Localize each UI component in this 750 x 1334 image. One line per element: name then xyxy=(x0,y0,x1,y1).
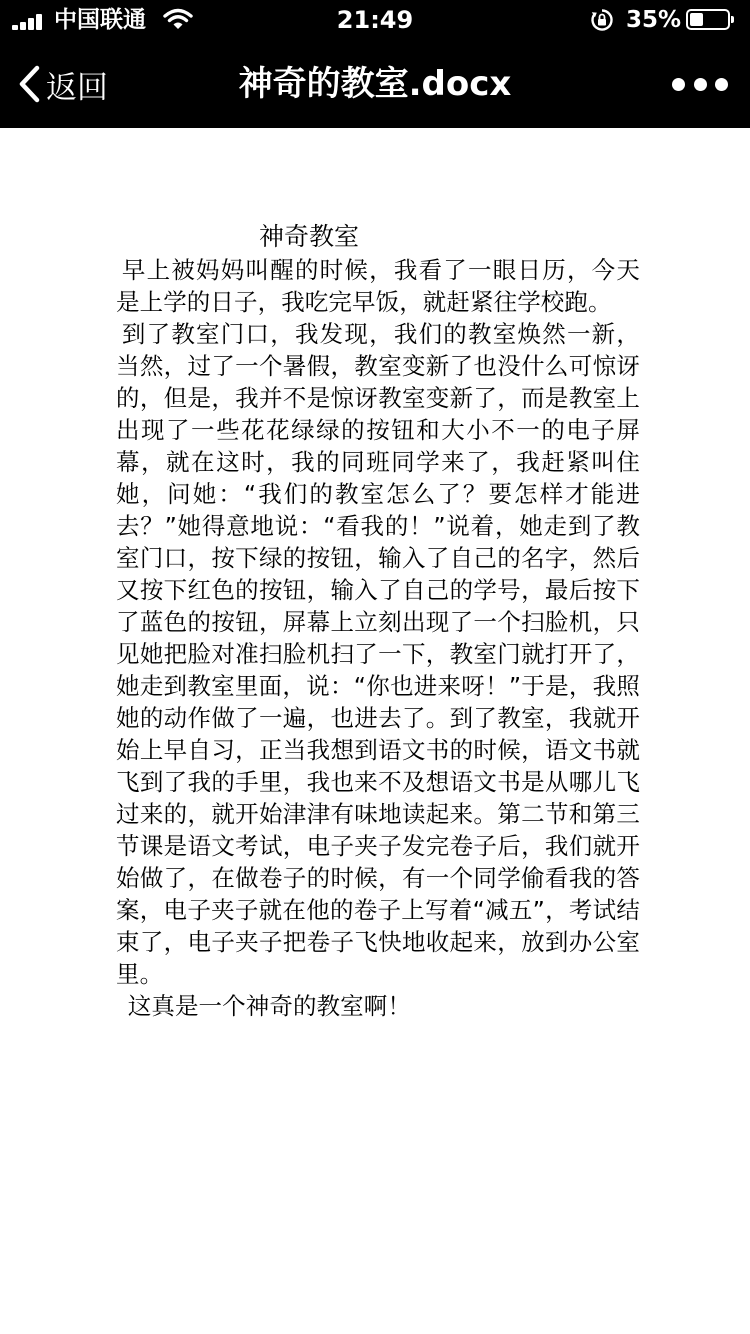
paragraph-2: 到了教室门口，我发现，我们的教室焕然一新，当然，过了一个暑假，教室变新了也没什么可惊讶的，但是，我并不是惊讶教室变新了，而是教室上出现了一些花花绿绿的按钮和大小不一的电子屏幕，就在这时，我的同班同学来了，我赶紧叫住她，问她：“我们的教室怎么了？要怎样才能进去？”她得意地说：“看我的！”说着，她走到了教室门口，按下绿的按钮，输入了自己的名字，然后又按下红色的按钮，输入了自己的学号，最后按下了蓝色的按钮，屏幕上立刻出现了一个扫脸机，只见她把脸对准扫脸机扫了一下，教室门就打开了，她走到教室里面，说：“你也进来呀！”于是，我照她的动作做了一遍，也进去了。到了教室，我就开始上早自习，正当我想到语文书的时候，语文书就飞到了我的手里，我也来不及想语文书是从哪儿飞过来的，就开始津津有味地读起来。第二节和第三节课是语文考试，电子夹子发完卷子后，我们就开始做了，在做卷子的时候，有一个同学偷看我的答案，电子夹子就在他的卷子上写着“减五”，考试结束了，电子夹子把卷子飞快地收起来，放到办公室里。 xyxy=(116,320,640,988)
document-viewer[interactable] xyxy=(0,128,750,1334)
battery-percent: 35% xyxy=(626,7,682,33)
navigation-bar xyxy=(0,40,750,128)
more-icon[interactable] xyxy=(672,68,728,100)
paragraph-3: 这真是一个神奇的教室啊！ xyxy=(127,992,411,1020)
status-time: 21:49 xyxy=(336,6,414,34)
wifi-icon xyxy=(163,8,193,30)
battery-fill xyxy=(690,13,703,26)
document-body xyxy=(116,254,640,1022)
chevron-left-icon xyxy=(18,65,40,103)
document-title: 神奇教室 xyxy=(259,222,360,251)
battery-icon xyxy=(686,9,730,30)
rotation-lock-icon xyxy=(590,8,614,32)
carrier-name: 中国联通 xyxy=(54,7,146,33)
page-title: 神奇的教室.docx xyxy=(238,64,512,104)
back-label: 返回 xyxy=(46,69,108,106)
back-button[interactable] xyxy=(18,58,108,110)
paragraph-1: 早上被妈妈叫醒的时候，我看了一眼日历，今天是上学的日子，我吃完早饭，就赶紧往学校跑。 xyxy=(116,256,640,316)
status-bar xyxy=(0,0,750,40)
signal-icon xyxy=(12,14,46,30)
